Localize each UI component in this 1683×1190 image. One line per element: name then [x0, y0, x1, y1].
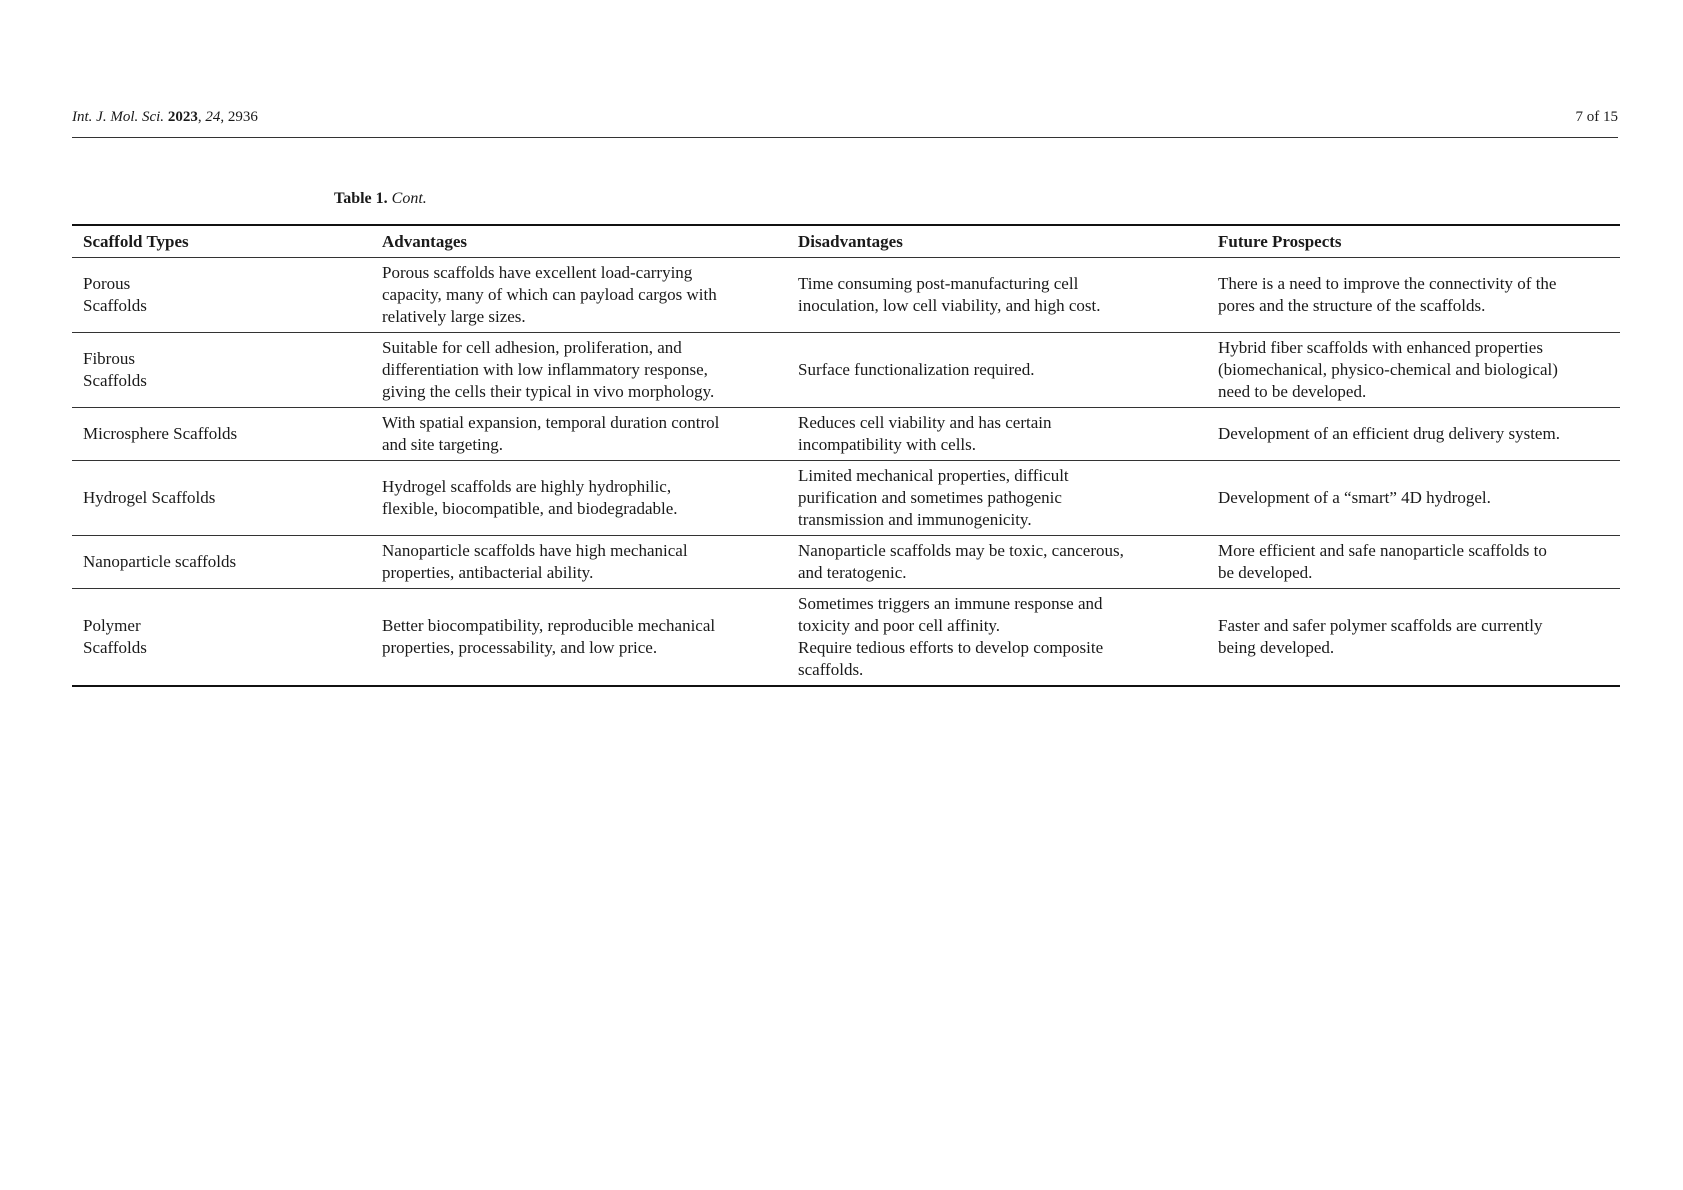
- cell-text-line: and site targeting.: [382, 435, 504, 454]
- column-header: Advantages: [372, 225, 788, 258]
- cell-text-line: transmission and immunogenicity.: [798, 510, 1032, 529]
- disadvantages-cell: [788, 258, 1208, 333]
- scaffold-type-cell: [72, 536, 372, 589]
- page-number: 7 of 15: [1575, 109, 1618, 125]
- disadvantages-cell: [788, 536, 1208, 589]
- cell-text-line: Nanoparticle scaffolds may be toxic, cancerous,: [798, 541, 1124, 560]
- cell-text-line: Development of a “smart” 4D hydrogel.: [1218, 488, 1491, 507]
- cell-text-line: With spatial expansion, temporal duration control: [382, 413, 720, 432]
- column-header: Disadvantages: [788, 225, 1208, 258]
- cell-text-line: Hydrogel Scaffolds: [83, 488, 216, 507]
- cell-text-line: and teratogenic.: [798, 563, 907, 582]
- scaffold-table: [72, 224, 1620, 687]
- table-row: [72, 536, 1620, 589]
- disadvantages-cell: [788, 461, 1208, 536]
- journal-year: 2023: [167, 109, 198, 125]
- cell-text-line: Fibrous: [83, 349, 135, 368]
- cell-text-line: being developed.: [1218, 638, 1335, 657]
- cell-text-line: Scaffolds: [83, 638, 147, 657]
- table-row: [72, 333, 1620, 408]
- table-header-row: [72, 225, 1620, 258]
- cell-text-line: Polymer: [83, 616, 141, 635]
- advantages-cell: [372, 258, 788, 333]
- cell-text-line: Scaffolds: [83, 296, 147, 315]
- table-caption-text: Cont.: [391, 190, 427, 207]
- cell-text-line: properties, antibacterial ability.: [382, 563, 594, 582]
- scaffold-type-cell: [72, 333, 372, 408]
- future-prospects-cell: [1208, 333, 1620, 408]
- cell-text-line: giving the cells their typical in vivo morphology.: [382, 382, 715, 401]
- cell-text-line: Require tedious efforts to develop composite: [798, 638, 1104, 657]
- cell-text-line: Time consuming post-manufacturing cell: [798, 274, 1079, 293]
- cell-text-line: need to be developed.: [1218, 382, 1367, 401]
- future-prospects-cell: [1208, 589, 1620, 687]
- disadvantages-cell: [788, 408, 1208, 461]
- table-body: [72, 258, 1620, 687]
- running-head: [72, 106, 1618, 128]
- journal-name: Int. J. Mol. Sci.: [72, 109, 165, 125]
- cell-text-line: purification and sometimes pathogenic: [798, 488, 1062, 507]
- scaffold-type-cell: [72, 408, 372, 461]
- cell-text-line: Porous scaffolds have excellent load-carrying: [382, 263, 693, 282]
- cell-text-line: Hydrogel scaffolds are highly hydrophilic,: [382, 477, 672, 496]
- table-row: [72, 461, 1620, 536]
- cell-text-line: toxicity and poor cell affinity.: [798, 616, 1001, 635]
- scaffold-type-cell: [72, 461, 372, 536]
- table-caption: [334, 188, 427, 210]
- cell-text-line: Development of an efficient drug delivery system.: [1218, 424, 1560, 443]
- cell-text-line: Scaffolds: [83, 371, 147, 390]
- scaffold-type-cell: [72, 258, 372, 333]
- column-header: Future Prospects: [1208, 225, 1620, 258]
- cell-text-line: capacity, many of which can payload cargos with: [382, 285, 717, 304]
- cell-text-line: differentiation with low inflammatory response,: [382, 360, 708, 379]
- table-row: [72, 589, 1620, 687]
- cell-text-line: pores and the structure of the scaffolds.: [1218, 296, 1486, 315]
- journal-volume: 24: [205, 109, 221, 125]
- column-header: Scaffold Types: [72, 225, 372, 258]
- cell-text-line: Porous: [83, 274, 131, 293]
- cell-text-line: inoculation, low cell viability, and high cost.: [798, 296, 1101, 315]
- cell-text-line: Hybrid fiber scaffolds with enhanced properties: [1218, 338, 1543, 357]
- advantages-cell: [372, 536, 788, 589]
- journal-citation: Int. J. Mol. Sci. 2023, 24, 2936: [72, 109, 258, 125]
- table-row: [72, 258, 1620, 333]
- advantages-cell: [372, 461, 788, 536]
- disadvantages-cell: [788, 333, 1208, 408]
- cell-text-line: be developed.: [1218, 563, 1313, 582]
- cell-text-line: Sometimes triggers an immune response and: [798, 594, 1103, 613]
- cell-text-line: Nanoparticle scaffolds: [83, 552, 237, 571]
- cell-text-line: Reduces cell viability and has certain: [798, 413, 1052, 432]
- cell-text-line: scaffolds.: [798, 660, 864, 679]
- future-prospects-cell: [1208, 461, 1620, 536]
- cell-text-line: Surface functionalization required.: [798, 360, 1035, 379]
- disadvantages-cell: [788, 589, 1208, 687]
- advantages-cell: [372, 408, 788, 461]
- table-caption-label: Table 1.: [334, 190, 388, 207]
- cell-text-line: Suitable for cell adhesion, proliferation, and: [382, 338, 682, 357]
- cell-text-line: incompatibility with cells.: [798, 435, 977, 454]
- cell-text-line: More efficient and safe nanoparticle scaffolds to: [1218, 541, 1547, 560]
- future-prospects-cell: [1208, 258, 1620, 333]
- table-row: [72, 408, 1620, 461]
- scaffold-type-cell: [72, 589, 372, 687]
- cell-text-line: Nanoparticle scaffolds have high mechanical: [382, 541, 688, 560]
- future-prospects-cell: [1208, 536, 1620, 589]
- cell-text-line: There is a need to improve the connectivity of the: [1218, 274, 1557, 293]
- cell-text-line: flexible, biocompatible, and biodegradable.: [382, 499, 678, 518]
- article-number: 2936: [227, 109, 258, 125]
- cell-text-line: Faster and safer polymer scaffolds are currently: [1218, 616, 1543, 635]
- cell-text-line: Better biocompatibility, reproducible mechanical: [382, 616, 716, 635]
- advantages-cell: [372, 589, 788, 687]
- advantages-cell: [372, 333, 788, 408]
- header-rule: [72, 137, 1618, 138]
- future-prospects-cell: [1208, 408, 1620, 461]
- cell-text-line: Limited mechanical properties, difficult: [798, 466, 1069, 485]
- cell-text-line: relatively large sizes.: [382, 307, 526, 326]
- cell-text-line: (biomechanical, physico-chemical and biological): [1218, 360, 1558, 379]
- cell-text-line: properties, processability, and low price.: [382, 638, 658, 657]
- cell-text-line: Microsphere Scaffolds: [83, 424, 238, 443]
